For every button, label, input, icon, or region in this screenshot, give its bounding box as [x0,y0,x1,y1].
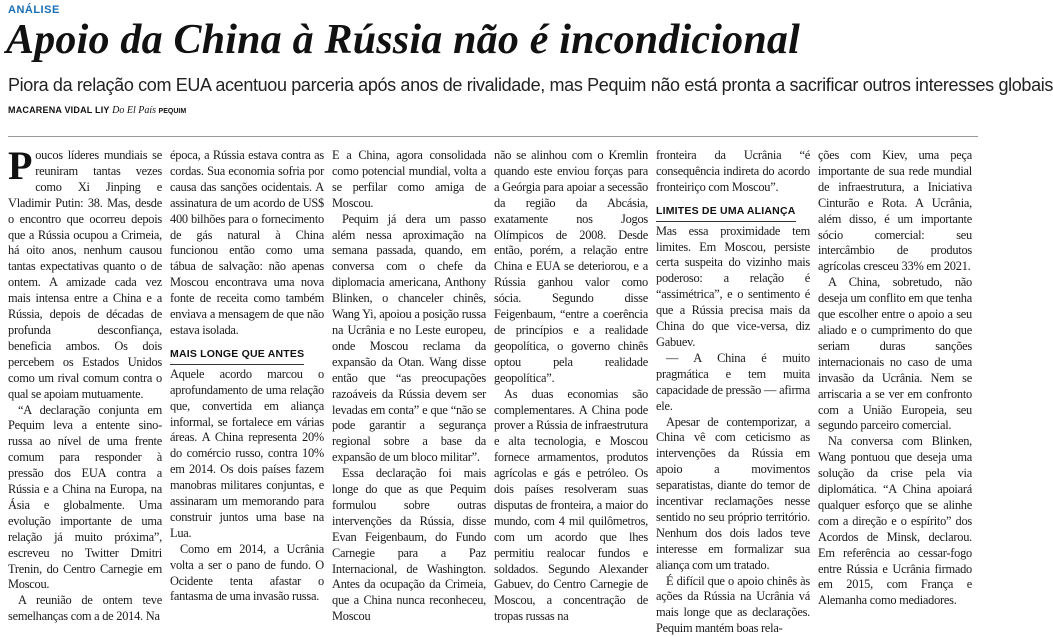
subheadline: Piora da relação com EUA acentuou parceria após anos de rivalidade, mas Pequim não está pronta a sacrificar outros interesses globais [8,75,1053,95]
paragraph: não se alinhou com o Kremlin quando este enviou forças para a Geórgia para apoiar a secessão da região da Abcásia, exatamente nos Jogos Olímpicos de 2008. Desde então, porém, a relação entre China e EUA se deteriorou, e a Rússia ganhou valor como sócia. Segundo disse Feigenbaum, “entre a coerência de princípios e a realidade geopolítica, o governo chinês optou pela realidade geopolítica”. [494,148,648,385]
byline-source: Do El País [112,105,157,116]
paragraph: — A China é muito pragmática e tem muita capacidade de pressão — afirma ele. [656,350,810,413]
paragraph: Essa declaração foi mais longe do que as que Pequim formulou sobre outras intervenções da Rússia, disse Evan Feigenbaum, do Fundo Carnegie para a Paz Internacional, de Washington. Antes da ocupação da Crimeia, que a China nunca reconheceu, Moscou [332,466,486,624]
article-column-6 [818,148,972,608]
article-column-5 [656,148,810,636]
byline [8,105,186,116]
header-divider [8,136,978,137]
headline: Apoio da China à Rússia não é incondicional [6,17,800,63]
article-column-1 [8,143,162,624]
subheading-alliance-limits: LIMITES DE UMA ALIANÇA [656,204,796,222]
section-label: ANÁLISE [8,4,60,16]
paragraph: Mas essa proximidade tem limites. Em Moscou, persiste certa suspeita do vizinho mais poderoso: a relação é “assimétrica”, e o sentimento é que a Rússia precisa mais da China do que vice-versa, diz Gabuev. [656,223,810,349]
paragraph: As duas economias são complementares. A China pode prover a Rússia de infraestrutura e alta tecnologia, e Moscou fornece armamentos, produtos agrícolas e gás e petróleo. Os dois países resolveram suas disputas de fronteira, a maior do mundo, com 4 mil quilômetros, com um acordo que lhes permitiu realocar fundos e soldados. Segundo Alexander Gabuev, do Centro Carnegie de Moscou, a concentração de tropas russas na [494,386,648,624]
paragraph: A reunião de ontem teve semelhanças com a de 2014. Na [8,593,162,624]
byline-author: MACARENA VIDAL LIY [8,105,110,115]
paragraph: Na conversa com Blinken, Wang pontuou que deseja uma solução da crise pela via diplomática. “A China apoiará qualquer esforço que se alinhe com a direção e o espírito” dos Acordos de Minsk, declarou. Em referência ao cessar-fogo entre Rússia e Ucrânia firmado em 2015, com França e Alemanha como mediadores. [818,434,972,608]
paragraph: E a China, agora consolidada como potencial mundial, volta a se perfilar como amiga de Moscou. [332,148,486,210]
byline-city: PEQUIM [158,108,187,115]
paragraph: “A declaração conjunta em Pequim leva a entente sino-russa ao nível de uma frente comum para responder à pressão dos EUA contra a Rússia e a China na Europa, na Ásia e globalmente. Uma evolução importante de uma relação já muito próxima”, escreveu no Twitter Dmitri Trenin, do Centro Carnegie em Moscou. [8,402,162,592]
paragraph: Poucos líderes mundiais se reuniram tantas vezes como Xi Jinping e Vladimir Putin: 38. Mas, desde o encontro que ocorreu depois que a Rússia ocupou a Crimeia, há oito anos, nenhum causou tantas expectativas quanto o de ontem. A amizade cada vez mais intensa entre a China e a Rússia, depois de décadas de profunda desconfiança, beneficia ambos. Os dois percebem os Estados Unidos como um rival comum contra o qual se apoiam mutuamente. [8,143,162,401]
paragraph: Pequim já dera um passo além nessa aproximação na semana passada, quando, em conversa com o chefe da diplomacia americana, Anthony Blinken, o chanceler chinês, Wang Yi, apoiou a posição russa na Ucrânia e no Leste europeu, onde Moscou reclama da expansão da Otan. Wang disse então que “as preocupações razoáveis da Rússia devem ser levadas em conta” e que “não se pode garantir a segurança regional sobre a base da expansão de um bloco militar”. [332,211,486,465]
paragraph: A China, sobretudo, não deseja um conflito em que tenha que escolher entre o apoio a seu aliado e o cumprimento do que seriam duras sanções internacionais no caso de uma invasão da Ucrânia. Nem se arriscaria a se ver em confronto com a União Europeia, seu segundo parceiro comercial. [818,275,972,433]
paragraph: ções com Kiev, uma peça importante de sua rede mundial de infraestrutura, a Iniciativa Cinturão e Rota. A Ucrânia, além disso, é um importante sócio comercial: seu intercâmbio de produtos agrícolas cresceu 33% em 2021. [818,148,972,274]
paragraph: época, a Rússia estava contra as cordas. Sua economia sofria por causa das sanções ocidentais. A assinatura de um acordo de US$ 400 bilhões para o fornecimento de gás natural à China funcionou então como uma tábua de salvação: não apenas Moscou encontrava uma nova fonte de receita como também enviava a mensagem de que não estava isolada. [170,148,324,337]
paragraph: Apesar de contemporizar, a China vê com ceticismo as intervenções da Rússia em apoio a movimentos separatistas, diante do temor de incentivar reclamações nesse sentido no seu próprio território. Nenhum dos dois lados teve interesse em formalizar sua aliança com um tratado. [656,414,810,572]
paragraph: fronteira da Ucrânia “é consequência indireta do acordo fronteiriço com Moscou”. [656,148,810,194]
paragraph: Como em 2014, a Ucrânia volta a ser o pano de fundo. O Ocidente tenta afastar o fantasma de uma invasão russa. [170,541,324,604]
paragraph: Aquele acordo marcou o aprofundamento de uma relação que, convertida em aliança informal, se fortalece em várias áreas. A China representa 20% do comércio russo, contra 10% em 2014. Os dois países fazem manobras militares conjuntas, e assinaram um memorando para construir juntos uma base na Lua. [170,366,324,540]
article-column-4 [494,148,648,624]
drop-cap: P [8,143,33,188]
article-column-2 [170,148,324,604]
article-column-3 [332,148,486,624]
article-body [8,143,978,636]
subheading-more-than-before: MAIS LONGE QUE ANTES [170,347,304,365]
paragraph: É difícil que o apoio chinês às ações da Rússia na Ucrânia vá mais longe que as declarações. Pequim mantém boas rela- [656,573,810,636]
